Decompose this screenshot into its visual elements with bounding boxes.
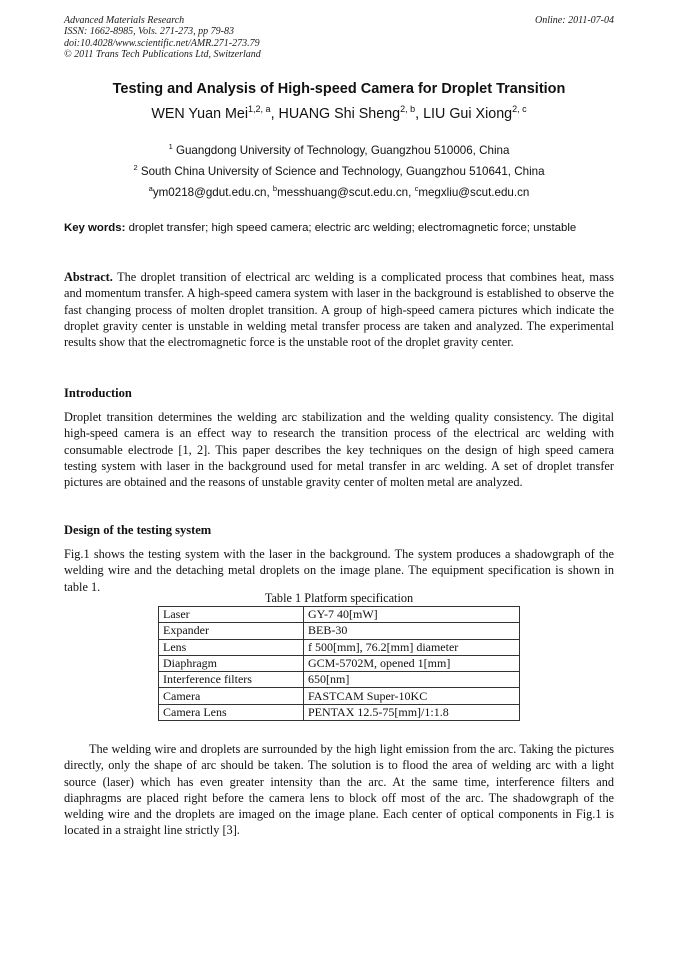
affiliation-sup: 1 [168,142,173,151]
table-row [159,688,520,704]
affiliation-text: South China University of Science and Technology, Guangzhou 510641, China [140,165,545,178]
abstract-text: The droplet transition of electrical arc welding is a complicated process that combines heat, mass and momentum transfer. A high-speed camera system with laser in the background is established to observe the fast changing process of molten droplet transition. A group of high-speed camera pictures which indicate the droplet gravity center is unstable in welding metal transfer process are taken and analyzed. The experimental results show that the electromagnetic force is the unstable root of the droplet gravity center. [64,270,614,350]
table-cell: f 500[mm], 76.2[mm] diameter [304,639,520,655]
author-sup: 2, b [400,104,416,114]
affiliation [0,165,678,178]
email-sup: b [272,184,278,193]
affiliation [0,144,678,157]
table-cell: Diaphragm [159,655,304,671]
design-text-continued: The welding wire and droplets are surrounded by the high light emission from the arc. Taking the pictures directly, only the shape of arc should be taken. The solution is to flood the area of welding arc with a light source (laser) which has even greater intensity than the arc. At the same time, interference filters and diaphragms are placed right before the camera lens to block off most of the arc. The shadowgraph of the welding wire and the droplets are imaged on the image plane. Each center of optical components in Fig.1 is located in a straight line strictly [3]. [64,742,614,838]
email-list: $^a$ym0218@gdut.edu.cn, $^b$messhuang@scut.edu.cn, $^c$megxliu@scut.edu.cn [148,184,530,199]
design-text: Fig.1 shows the testing system with the laser in the background. The system produces a shadowgraph of the welding wire and the detaching metal droplets on the image plane. The equipment specification is shown in table 1. [64,547,614,594]
section-heading-introduction: Introduction [64,386,132,400]
table-cell: GCM-5702M, opened 1[mm] [304,655,520,671]
abstract [64,269,614,350]
table-cell: Laser [159,607,304,623]
journal-info [64,15,261,60]
email-link[interactable]: megxliu@scut.edu.cn [418,186,530,199]
email-sup: c [414,184,419,193]
copyright: © 2011 Trans Tech Publications Ltd, Switzerland [64,48,261,60]
email-link[interactable]: messhuang@scut.edu.cn [277,186,409,199]
table-row [159,623,520,639]
table-cell: FASTCAM Super-10KC [304,688,520,704]
table-cell: 650[nm] [304,672,520,688]
table-row [159,607,520,623]
table-cell: Expander [159,623,304,639]
author-sup: 2, c [512,104,527,114]
table-row [159,655,520,671]
table-cell: Lens [159,639,304,655]
online-date: Online: 2011-07-04 [535,15,614,26]
introduction-text: Droplet transition determines the welding arc stabilization and the welding quality consistency. The digital high-speed camera is an effect way to research the transition process of the electrical arc welding with consumable electrode [1, 2]. This paper describes the key techniques on the design of high speed camera testing system with laser in the background used for metal transfer in arc welding. A set of droplet transfer pictures are obtained and the reasons of unstable gravity center of molten metal are analyzed. [64,410,614,490]
section-heading-design: Design of the testing system [64,523,212,537]
table-cell: Camera [159,688,304,704]
table-cell: Camera Lens [159,704,304,720]
table-row [159,672,520,688]
table-cell: Interference filters [159,672,304,688]
table-cell: GY-7 40[mW] [304,607,520,623]
author-sup: 1,2, a [248,104,271,114]
author-name: WEN Yuan Mei [151,106,249,122]
email-sup: a [148,184,153,193]
table-row [159,639,520,655]
doi: doi:10.4028/www.scientific.net/AMR.271-273.79 [64,37,260,49]
affiliation-sup: 2 [133,163,138,172]
keywords-text: droplet transfer; high speed camera; electric arc welding; electromagnetic force; unstable [128,222,577,234]
table-cell: BEB-30 [304,623,520,639]
author-name: LIU Gui Xiong [423,106,513,122]
affiliation-text: Guangdong University of Technology, Guangzhou 510006, China [175,144,510,157]
table-row [159,704,520,720]
specification-table [158,606,520,721]
keywords-label: Key words: [64,222,126,234]
paper-title: Testing and Analysis of High-speed Camera for Droplet Transition [112,81,566,97]
table-caption: Table 1 Platform specification [264,591,414,605]
email-link[interactable]: ym0218@gdut.edu.cn [152,186,267,199]
keywords [64,221,614,235]
author-name: HUANG Shi Sheng [278,106,401,122]
issn: ISSN: 1662-8985, Vols. 271-273, pp 79-83 [64,26,234,38]
journal-name: Advanced Materials Research [64,15,185,26]
author-list: WEN Yuan Mei$^{1,2, a}$, HUANG Shi Sheng$^{2, b}$, LIU Gui Xiong$^{2, c}$ [151,104,527,122]
table-cell: PENTAX 12.5-75[mm]/1:1.8 [304,704,520,720]
abstract-label: Abstract. [64,270,113,284]
